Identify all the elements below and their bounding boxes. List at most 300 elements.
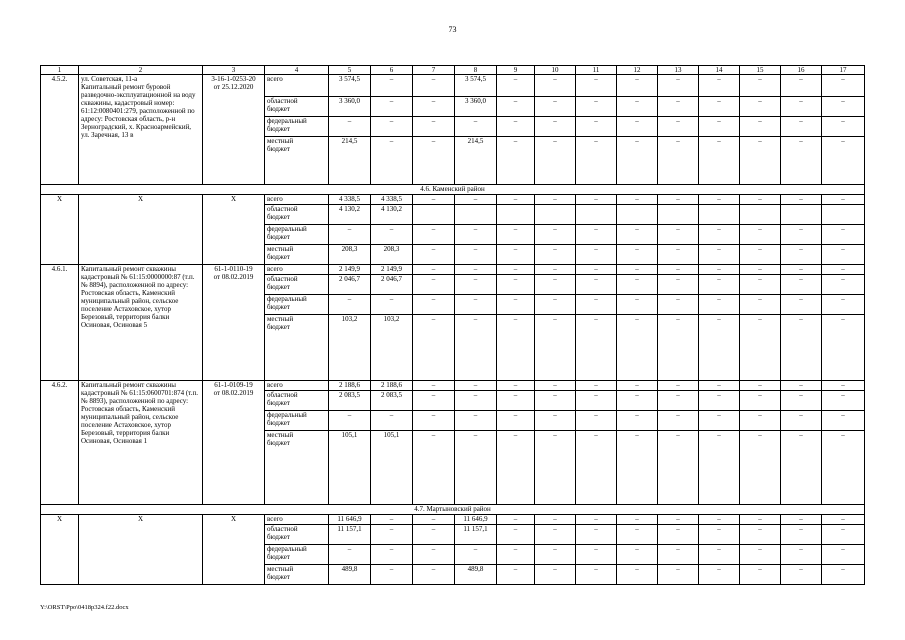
section-title: 4.7. Мартыновский район [41, 505, 865, 515]
value-cell: 103,2 [329, 315, 371, 381]
value-cell: – [740, 195, 781, 205]
value-cell: – [371, 295, 413, 315]
value-cell: – [822, 411, 865, 431]
value-cell: – [658, 411, 699, 431]
value-cell: – [740, 265, 781, 275]
value-cell: – [781, 391, 822, 411]
value-cell: – [576, 565, 617, 585]
value-cell: – [576, 545, 617, 565]
value-cell: – [535, 97, 576, 117]
value-cell: – [371, 137, 413, 185]
value-cell: – [329, 411, 371, 431]
value-cell: – [740, 225, 781, 245]
value-cell: – [413, 411, 455, 431]
value-cell: – [535, 391, 576, 411]
value-cell: – [740, 295, 781, 315]
column-number: 3 [203, 66, 265, 75]
value-cell: 105,1 [371, 431, 413, 505]
value-cell: – [617, 315, 658, 381]
value-cell: – [455, 431, 497, 505]
value-cell: – [781, 137, 822, 185]
value-cell: – [413, 545, 455, 565]
value-cell: – [617, 525, 658, 545]
value-cell: – [658, 137, 699, 185]
value-cell: – [740, 525, 781, 545]
value-cell: – [455, 545, 497, 565]
value-cell: – [576, 275, 617, 295]
value-cell: – [617, 545, 658, 565]
value-cell: – [740, 391, 781, 411]
value-cell: – [497, 545, 535, 565]
value-cell: – [497, 411, 535, 431]
value-cell: – [497, 515, 535, 525]
item-description: Х [79, 195, 203, 265]
value-cell: – [455, 225, 497, 245]
column-number: 1 [41, 66, 79, 75]
funding-source-label: местный бюджет [265, 315, 329, 381]
value-cell: – [658, 391, 699, 411]
column-number: 16 [781, 66, 822, 75]
value-cell: – [699, 315, 740, 381]
funding-source-label: областной бюджет [265, 525, 329, 545]
value-cell: 2 046,7 [329, 275, 371, 295]
item-description: Капитальный ремонт скважины кадастровый № 61:15:0600701:874 (т.п. № 8893), расположенной по адресу: Ростовская область, Каменский муниципальный район, сельское поселение Астаховское, хутор Березовый, территория балки Осиновая, Осиновая 1 [79, 381, 203, 505]
value-cell: – [576, 225, 617, 245]
value-cell: – [576, 75, 617, 97]
funding-source-label: областной бюджет [265, 205, 329, 225]
value-cell: – [658, 275, 699, 295]
value-cell: 489,8 [329, 565, 371, 585]
value-cell [781, 205, 822, 225]
funding-source-label: всего [265, 265, 329, 275]
value-cell: – [617, 391, 658, 411]
value-cell: – [497, 315, 535, 381]
value-cell: – [535, 137, 576, 185]
value-cell: – [658, 265, 699, 275]
value-cell: – [535, 411, 576, 431]
value-cell: – [699, 265, 740, 275]
value-cell: – [699, 525, 740, 545]
value-cell: 4 338,5 [371, 195, 413, 205]
value-cell: – [781, 225, 822, 245]
value-cell: – [535, 117, 576, 137]
funding-table [40, 65, 865, 585]
value-cell: 11 646,9 [329, 515, 371, 525]
value-cell: – [455, 275, 497, 295]
value-cell [413, 205, 455, 225]
value-cell: 489,8 [455, 565, 497, 585]
table-row [41, 265, 865, 275]
value-cell: – [617, 431, 658, 505]
value-cell: – [576, 245, 617, 265]
value-cell: – [413, 225, 455, 245]
value-cell: – [535, 245, 576, 265]
value-cell: – [413, 265, 455, 275]
value-cell: – [781, 515, 822, 525]
value-cell: – [535, 195, 576, 205]
value-cell: – [617, 515, 658, 525]
funding-source-label: всего [265, 515, 329, 525]
value-cell: – [822, 545, 865, 565]
value-cell: 2 083,5 [329, 391, 371, 411]
column-number: 12 [617, 66, 658, 75]
value-cell: – [497, 137, 535, 185]
value-cell: – [497, 225, 535, 245]
item-description: Капитальный ремонт скважины кадастровый № 61:15:0000000:87 (т.п. № 8894), расположенной по адресу: Ростовская область, Каменский муниципальный район, сельское поселение Астаховское, хутор Березовый, территория балки Осиновая, Осиновая 5 [79, 265, 203, 381]
value-cell [455, 205, 497, 225]
value-cell [699, 205, 740, 225]
value-cell: – [658, 117, 699, 137]
value-cell: – [781, 295, 822, 315]
value-cell: – [658, 525, 699, 545]
value-cell: – [699, 245, 740, 265]
value-cell: 4 130,2 [371, 205, 413, 225]
value-cell: – [371, 515, 413, 525]
value-cell: – [497, 265, 535, 275]
value-cell: – [781, 97, 822, 117]
value-cell: – [413, 245, 455, 265]
value-cell: – [617, 117, 658, 137]
funding-source-label: федеральный бюджет [265, 117, 329, 137]
value-cell: – [455, 411, 497, 431]
funding-source-label: областной бюджет [265, 275, 329, 295]
value-cell: – [497, 195, 535, 205]
value-cell: – [658, 245, 699, 265]
value-cell: – [371, 565, 413, 585]
value-cell: – [617, 565, 658, 585]
value-cell: 214,5 [455, 137, 497, 185]
value-cell: – [535, 315, 576, 381]
value-cell: – [617, 75, 658, 97]
value-cell: – [781, 75, 822, 97]
item-document: 3-16-1-0253-20 от 25.12.2020 [203, 75, 265, 185]
item-document: 61-1-0110-19 от 08.02.2019 [203, 265, 265, 381]
item-number: 4.6.1. [41, 265, 79, 381]
value-cell: – [535, 515, 576, 525]
value-cell: – [740, 431, 781, 505]
value-cell: – [413, 75, 455, 97]
value-cell: – [455, 117, 497, 137]
value-cell: – [413, 137, 455, 185]
value-cell [822, 205, 865, 225]
value-cell: – [699, 565, 740, 585]
value-cell: – [781, 245, 822, 265]
value-cell: – [740, 515, 781, 525]
value-cell: 2 149,9 [329, 265, 371, 275]
funding-source-label: федеральный бюджет [265, 225, 329, 245]
value-cell: – [497, 431, 535, 505]
value-cell: – [699, 381, 740, 391]
value-cell: – [658, 97, 699, 117]
value-cell: – [535, 381, 576, 391]
section-header-row [41, 505, 865, 515]
funding-source-label: всего [265, 381, 329, 391]
value-cell: – [371, 97, 413, 117]
value-cell: – [497, 525, 535, 545]
value-cell: – [576, 411, 617, 431]
value-cell: 214,5 [329, 137, 371, 185]
value-cell: – [781, 545, 822, 565]
section-title: 4.6. Каменский район [41, 185, 865, 195]
column-number: 7 [413, 66, 455, 75]
value-cell [497, 205, 535, 225]
page-number: 73 [448, 25, 457, 34]
value-cell: – [413, 391, 455, 411]
value-cell: – [371, 545, 413, 565]
column-number: 4 [265, 66, 329, 75]
value-cell: – [617, 137, 658, 185]
value-cell: – [576, 315, 617, 381]
funding-source-label: областной бюджет [265, 97, 329, 117]
value-cell: – [617, 381, 658, 391]
value-cell: – [413, 195, 455, 205]
funding-source-label: федеральный бюджет [265, 545, 329, 565]
funding-source-label: местный бюджет [265, 431, 329, 505]
value-cell: – [535, 75, 576, 97]
value-cell: – [781, 411, 822, 431]
value-cell: 11 157,1 [455, 525, 497, 545]
value-cell: – [497, 391, 535, 411]
value-cell: 208,3 [329, 245, 371, 265]
value-cell: 2 149,9 [371, 265, 413, 275]
value-cell: – [658, 315, 699, 381]
column-number: 9 [497, 66, 535, 75]
value-cell: – [822, 117, 865, 137]
value-cell: – [699, 275, 740, 295]
value-cell: – [329, 225, 371, 245]
column-number: 5 [329, 66, 371, 75]
value-cell: – [822, 315, 865, 381]
funding-source-label: местный бюджет [265, 137, 329, 185]
value-cell: – [658, 225, 699, 245]
value-cell [740, 205, 781, 225]
value-cell: – [576, 391, 617, 411]
value-cell: – [699, 97, 740, 117]
value-cell: – [781, 381, 822, 391]
value-cell: 105,1 [329, 431, 371, 505]
value-cell: – [699, 391, 740, 411]
value-cell: – [371, 525, 413, 545]
value-cell: – [576, 431, 617, 505]
value-cell: – [740, 75, 781, 97]
value-cell: – [617, 225, 658, 245]
value-cell: – [576, 295, 617, 315]
funding-source-label: федеральный бюджет [265, 295, 329, 315]
value-cell: – [699, 515, 740, 525]
value-cell: – [329, 117, 371, 137]
value-cell: – [497, 295, 535, 315]
value-cell: – [740, 245, 781, 265]
value-cell [658, 205, 699, 225]
column-number: 17 [822, 66, 865, 75]
value-cell: – [617, 411, 658, 431]
value-cell: – [535, 225, 576, 245]
value-cell: 3 360,0 [329, 97, 371, 117]
value-cell: – [822, 265, 865, 275]
value-cell: – [740, 381, 781, 391]
value-cell: – [781, 315, 822, 381]
column-number: 10 [535, 66, 576, 75]
value-cell: – [822, 275, 865, 295]
value-cell: – [455, 391, 497, 411]
footer-file-path: Y:\ORST\Ppo\0418p324.f22.docx [40, 604, 129, 611]
item-number: Х [41, 515, 79, 585]
value-cell: – [617, 195, 658, 205]
value-cell: – [822, 137, 865, 185]
value-cell: – [455, 381, 497, 391]
value-cell: – [658, 75, 699, 97]
value-cell: – [413, 97, 455, 117]
value-cell: – [413, 295, 455, 315]
value-cell: – [740, 117, 781, 137]
value-cell: 11 157,1 [329, 525, 371, 545]
value-cell: – [658, 195, 699, 205]
value-cell: – [822, 225, 865, 245]
value-cell: – [371, 225, 413, 245]
value-cell: – [822, 295, 865, 315]
value-cell: – [822, 565, 865, 585]
value-cell: – [822, 381, 865, 391]
value-cell: – [576, 265, 617, 275]
value-cell: – [699, 545, 740, 565]
value-cell: 4 130,2 [329, 205, 371, 225]
value-cell: 3 574,5 [455, 75, 497, 97]
value-cell: – [740, 545, 781, 565]
column-number: 14 [699, 66, 740, 75]
value-cell: – [822, 391, 865, 411]
value-cell: – [699, 117, 740, 137]
value-cell: – [740, 97, 781, 117]
value-cell: – [658, 431, 699, 505]
value-cell: – [535, 565, 576, 585]
column-number: 13 [658, 66, 699, 75]
value-cell: – [576, 97, 617, 117]
value-cell: – [576, 117, 617, 137]
value-cell: – [658, 565, 699, 585]
value-cell: – [617, 97, 658, 117]
item-document: Х [203, 195, 265, 265]
value-cell: – [535, 545, 576, 565]
value-cell: – [576, 195, 617, 205]
funding-source-label: всего [265, 195, 329, 205]
value-cell: – [413, 381, 455, 391]
value-cell: – [617, 265, 658, 275]
value-cell: – [658, 515, 699, 525]
value-cell: – [497, 565, 535, 585]
item-document: 61-1-0109-19 от 08.02.2019 [203, 381, 265, 505]
value-cell: – [617, 275, 658, 295]
table-row [41, 195, 865, 205]
value-cell: 4 338,5 [329, 195, 371, 205]
value-cell: 3 360,0 [455, 97, 497, 117]
value-cell: – [497, 275, 535, 295]
value-cell: – [617, 245, 658, 265]
value-cell: – [699, 225, 740, 245]
value-cell: – [822, 97, 865, 117]
value-cell: – [535, 265, 576, 275]
value-cell: – [371, 75, 413, 97]
value-cell: – [699, 195, 740, 205]
value-cell: – [413, 515, 455, 525]
funding-source-label: всего [265, 75, 329, 97]
column-number: 11 [576, 66, 617, 75]
value-cell: – [455, 245, 497, 265]
value-cell: – [455, 295, 497, 315]
value-cell: – [497, 245, 535, 265]
value-cell: – [822, 431, 865, 505]
value-cell: 2 188,6 [329, 381, 371, 391]
table-row [41, 75, 865, 97]
value-cell: – [781, 195, 822, 205]
value-cell: – [740, 315, 781, 381]
value-cell: – [822, 525, 865, 545]
value-cell: – [413, 565, 455, 585]
value-cell: – [740, 565, 781, 585]
value-cell: – [413, 431, 455, 505]
value-cell: – [455, 265, 497, 275]
section-header-row [41, 185, 865, 195]
value-cell: – [781, 431, 822, 505]
value-cell: – [822, 195, 865, 205]
item-description: ул. Советская, 11-а Капитальный ремонт буровой разведочно-эксплуатационной на воду скважины, кадастровый номер: 61:12:0080401:279, расположенной по адресу: Ростовская область, р-н Зерноградский, х. Красноармейский, ул. Заречная, 13 в [79, 75, 203, 185]
value-cell: 103,2 [371, 315, 413, 381]
item-document: Х [203, 515, 265, 585]
value-cell: – [740, 137, 781, 185]
value-cell: – [822, 75, 865, 97]
value-cell: – [658, 381, 699, 391]
funding-source-label: местный бюджет [265, 245, 329, 265]
value-cell: 2 046,7 [371, 275, 413, 295]
value-cell: – [535, 525, 576, 545]
value-cell: – [413, 525, 455, 545]
funding-source-label: федеральный бюджет [265, 411, 329, 431]
funding-source-label: областной бюджет [265, 391, 329, 411]
value-cell: – [781, 275, 822, 295]
value-cell: – [535, 275, 576, 295]
value-cell: – [740, 411, 781, 431]
value-cell: – [576, 515, 617, 525]
value-cell: – [329, 295, 371, 315]
table-row [41, 381, 865, 391]
value-cell: – [822, 245, 865, 265]
item-description: Х [79, 515, 203, 585]
value-cell: – [658, 295, 699, 315]
value-cell: – [535, 295, 576, 315]
value-cell: – [371, 411, 413, 431]
value-cell: – [371, 117, 413, 137]
value-cell: – [699, 137, 740, 185]
value-cell: – [535, 431, 576, 505]
value-cell: – [781, 117, 822, 137]
value-cell: – [576, 381, 617, 391]
value-cell: – [822, 515, 865, 525]
value-cell: – [699, 411, 740, 431]
column-number: 2 [79, 66, 203, 75]
value-cell: – [413, 315, 455, 381]
table-row [41, 515, 865, 525]
value-cell: – [329, 545, 371, 565]
value-cell: 11 646,9 [455, 515, 497, 525]
value-cell: – [781, 525, 822, 545]
column-number: 8 [455, 66, 497, 75]
value-cell: – [781, 565, 822, 585]
column-number-row [41, 66, 865, 75]
funding-source-label: местный бюджет [265, 565, 329, 585]
value-cell: – [455, 315, 497, 381]
item-number: Х [41, 195, 79, 265]
value-cell: – [576, 525, 617, 545]
value-cell: 208,3 [371, 245, 413, 265]
